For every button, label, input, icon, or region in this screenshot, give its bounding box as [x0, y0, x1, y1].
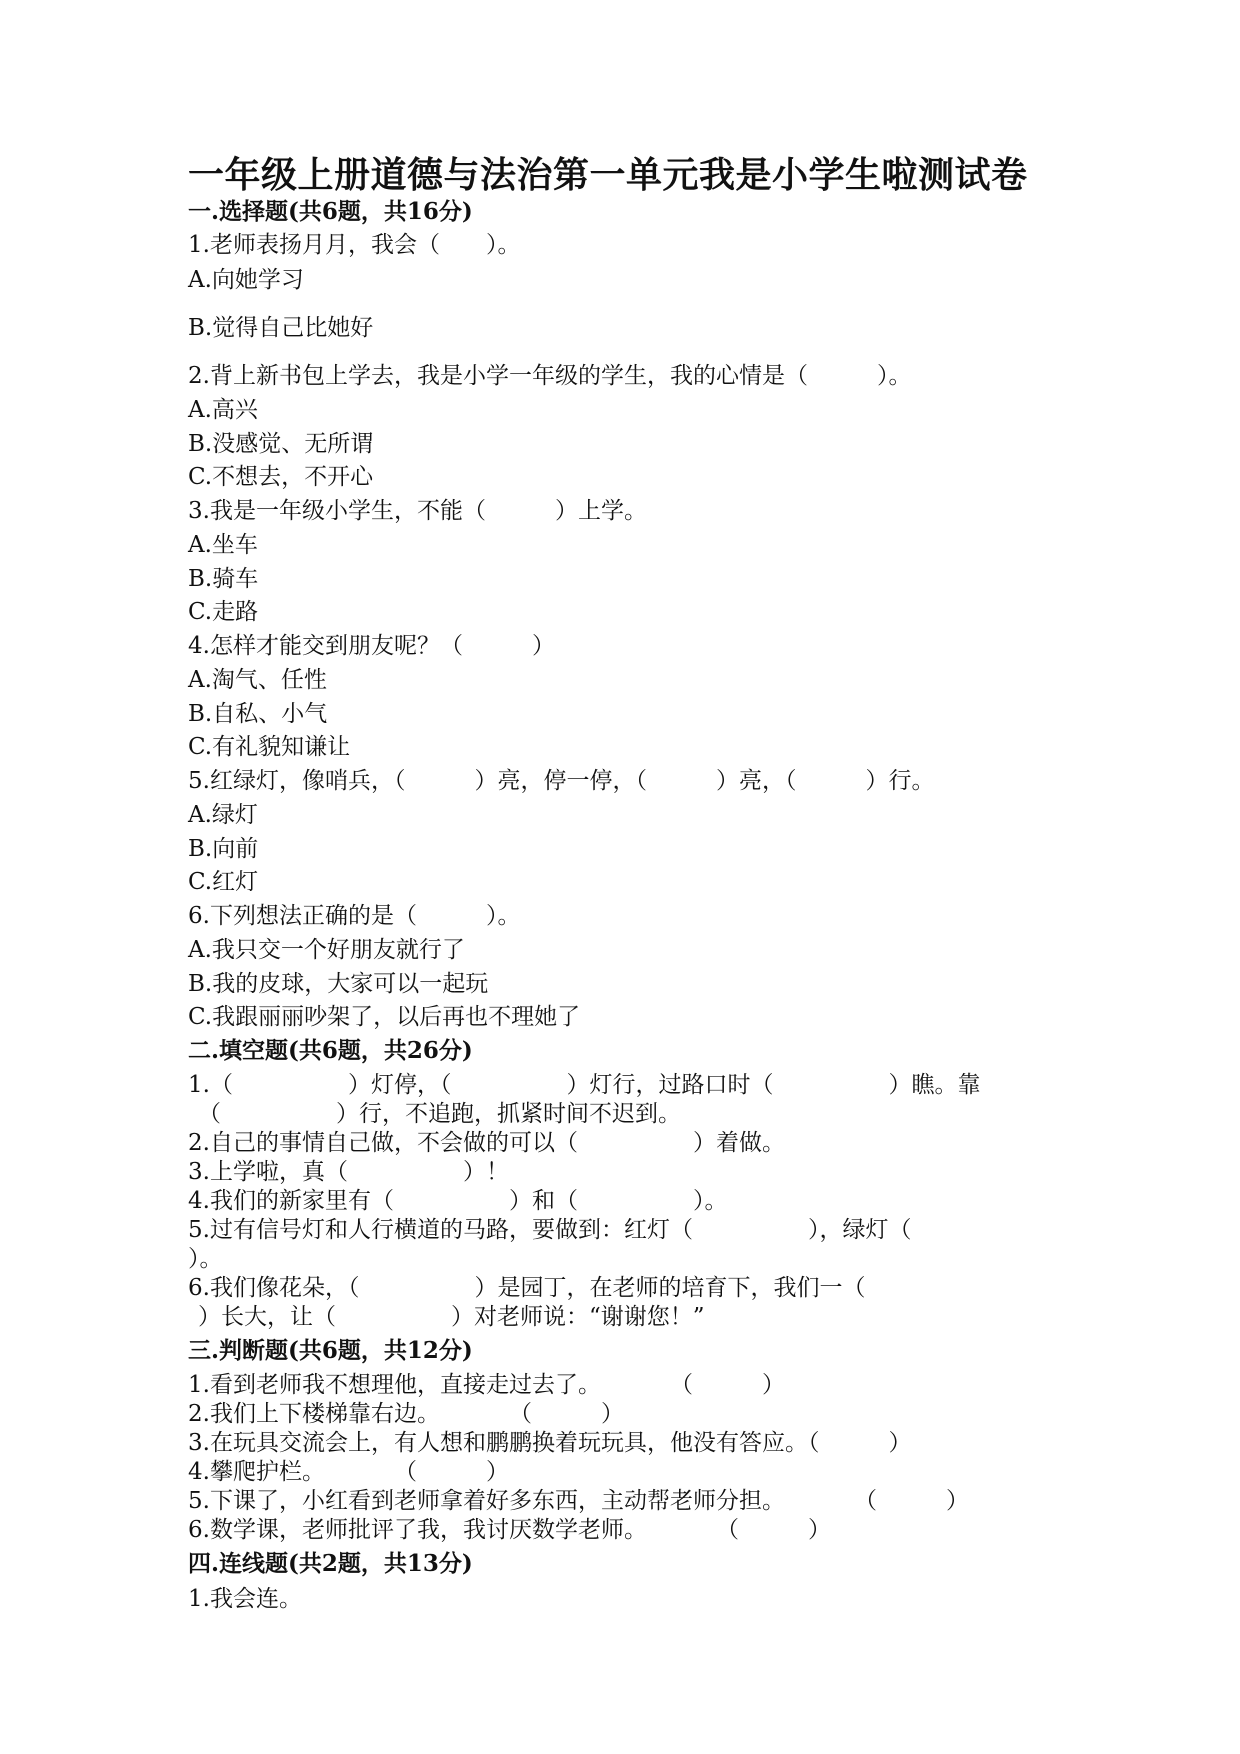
question-option: C.有礼貌知谦让	[188, 734, 351, 760]
fill-line: 1.（ ）灯停，（ ）灯行，过路口时（ ）瞧。靠	[188, 1072, 981, 1098]
judge-line: 3.在玩具交流会上，有人想和鹏鹏换着玩玩具，他没有答应。（ ）	[188, 1430, 912, 1456]
section-heading-judge: 三.判断题(共6题，共12分)	[188, 1337, 473, 1364]
question-option: A.向她学习	[188, 267, 304, 293]
question-option: C.走路	[188, 599, 259, 625]
question-text: 2.背上新书包上学去，我是小学一年级的学生，我的心情是（ ）。	[188, 363, 912, 389]
fill-line: 2.自己的事情自己做，不会做的可以（ ）着做。	[188, 1130, 785, 1156]
question-text: 6.下列想法正确的是（ ）。	[188, 903, 521, 929]
question-option: B.没感觉、无所谓	[188, 431, 374, 457]
question-option: A.绿灯	[188, 802, 258, 828]
question-option: A.我只交一个好朋友就行了	[188, 937, 465, 963]
fill-line: 6.我们像花朵，（ ）是园丁，在老师的培育下，我们一（	[188, 1275, 866, 1301]
question-option: C.我跟丽丽吵架了，以后再也不理她了	[188, 1004, 581, 1030]
judge-line: 4.攀爬护栏。 （ ）	[188, 1459, 509, 1485]
fill-line: （ ）行，不追跑，抓紧时间不迟到。	[198, 1101, 681, 1127]
fill-line: ）。	[188, 1246, 223, 1272]
fill-line: 4.我们的新家里有（ ）和（ ）。	[188, 1188, 728, 1214]
section-heading-fill-blank: 二.填空题(共6题，共26分)	[188, 1037, 473, 1064]
section-heading-matching: 四.连线题(共2题，共13分)	[188, 1550, 473, 1577]
question-option: B.我的皮球，大家可以一起玩	[188, 971, 489, 997]
question-text: 5.红绿灯，像哨兵，（ ）亮，停一停，（ ）亮，（ ）行。	[188, 768, 935, 794]
question-option: A.坐车	[188, 532, 258, 558]
question-option: B.自私、小气	[188, 701, 328, 727]
question-text: 1.老师表扬月月，我会（ ）。	[188, 232, 521, 258]
question-option: B.骑车	[188, 566, 259, 592]
fill-line: ）长大，让（ ）对老师说：“谢谢您！”	[198, 1304, 705, 1330]
judge-line: 6.数学课，老师批评了我，我讨厌数学老师。 （ ）	[188, 1517, 831, 1543]
page-title: 一年级上册道德与法治第一单元我是小学生啦测试卷	[188, 154, 1028, 196]
fill-line: 3.上学啦，真（ ）！	[188, 1159, 509, 1185]
question-option: A.淘气、任性	[188, 667, 327, 693]
judge-line: 1.看到老师我不想理他，直接走过去了。 （ ）	[188, 1372, 785, 1398]
question-option: C.不想去，不开心	[188, 464, 374, 490]
judge-line: 5.下课了，小红看到老师拿着好多东西，主动帮老师分担。 （ ）	[188, 1488, 969, 1514]
matching-line: 1.我会连。	[188, 1586, 302, 1612]
question-text: 3.我是一年级小学生，不能（ ）上学。	[188, 498, 647, 524]
section-heading-choice: 一.选择题(共6题，共16分)	[188, 198, 473, 225]
question-text: 4.怎样才能交到朋友呢？（ ）	[188, 633, 555, 659]
judge-line: 2.我们上下楼梯靠右边。 （ ）	[188, 1401, 624, 1427]
fill-line: 5.过有信号灯和人行横道的马路，要做到：红灯（ ），绿灯（	[188, 1217, 912, 1243]
question-option: B.向前	[188, 836, 259, 862]
question-option: A.高兴	[188, 397, 258, 423]
question-option: C.红灯	[188, 869, 259, 895]
question-option: B.觉得自己比她好	[188, 315, 374, 341]
